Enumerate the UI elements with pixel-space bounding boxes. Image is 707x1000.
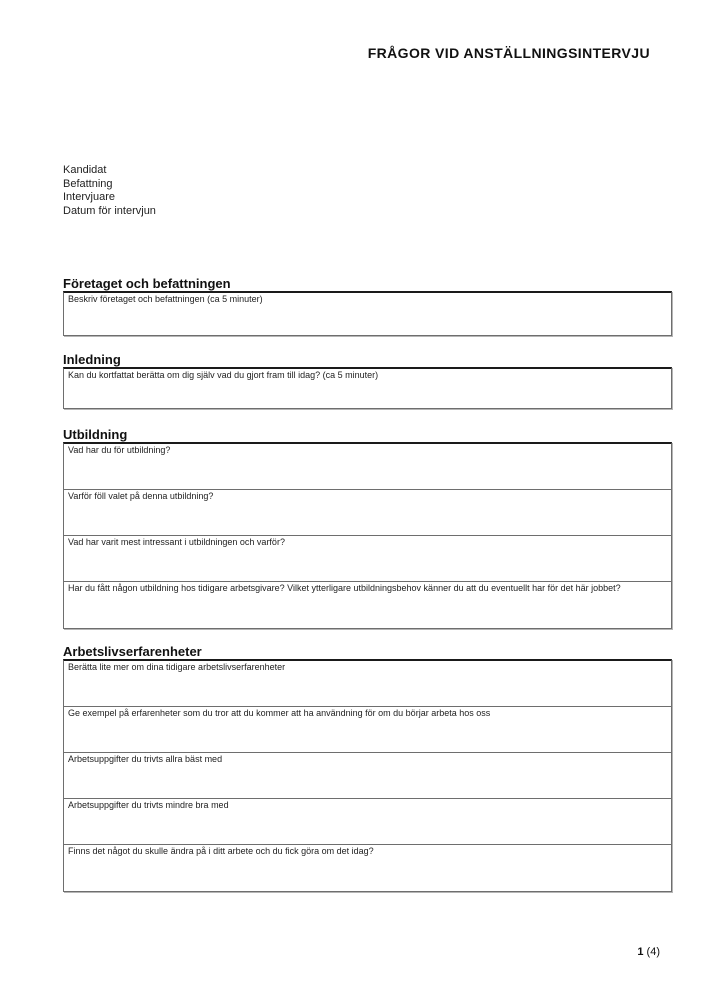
question-group: [63, 291, 672, 336]
question-answer-box: Kan du kortfattat berätta om dig själv vad du gjort fram till idag? (ca 5 minuter): [68, 370, 379, 380]
page-number-current: 1: [637, 946, 644, 958]
question-answer-box: Arbetsuppgifter du trivts allra bäst med: [64, 753, 671, 799]
section-heading: Arbetslivserfarenheter: [63, 644, 202, 659]
question-answer-box: Vad har du för utbildning?: [64, 444, 671, 490]
section-education: [63, 428, 672, 629]
question-answer-box: Beskriv företaget och befattningen (ca 5 minuter): [68, 294, 263, 304]
page-number-total: (4): [646, 946, 660, 958]
label-interview-date: Datum för intervjun: [63, 204, 156, 217]
question-answer-box: Har du fått någon utbildning hos tidigare arbetsgivare? Vilket ytterligare utbildningsbehov känner du att du eventuellt har för det här jobbet?: [68, 583, 621, 593]
label-interviewer: Intervjuare: [63, 191, 115, 203]
question-answer-box: Vad har varit mest intressant i utbildningen och varför?: [64, 536, 671, 582]
section-introduction: [63, 353, 672, 409]
question-answer-box: Ge exempel på erfarenheter som du tror att du kommer att ha användning för om du börjar arbeta hos oss: [64, 707, 671, 753]
question-answer-box: Berätta lite mer om dina tidigare arbetslivserfarenheter: [64, 661, 671, 707]
page-number: [637, 946, 660, 958]
question-group: [63, 659, 672, 892]
question-answer-box: Finns det något du skulle ändra på i ditt arbete och du fick göra om det idag?: [68, 846, 374, 856]
question-group: [63, 442, 672, 629]
section-heading: Utbildning: [63, 427, 128, 442]
section-heading: Företaget och befattningen: [63, 276, 231, 291]
question-answer-box: Varför föll valet på denna utbildning?: [64, 490, 671, 536]
label-position: Befattning: [63, 177, 113, 190]
question-group: [63, 367, 672, 409]
candidate-meta-block: [63, 164, 156, 218]
section-company-and-position: [63, 277, 672, 336]
label-candidate: Kandidat: [63, 164, 107, 176]
section-work-experience: [63, 645, 672, 892]
form-sections: [63, 277, 672, 892]
section-heading: Inledning: [63, 352, 121, 367]
document-title: FRÅGOR VID ANSTÄLLNINGSINTERVJU: [367, 45, 650, 61]
question-answer-box: Arbetsuppgifter du trivts mindre bra med: [64, 799, 671, 845]
